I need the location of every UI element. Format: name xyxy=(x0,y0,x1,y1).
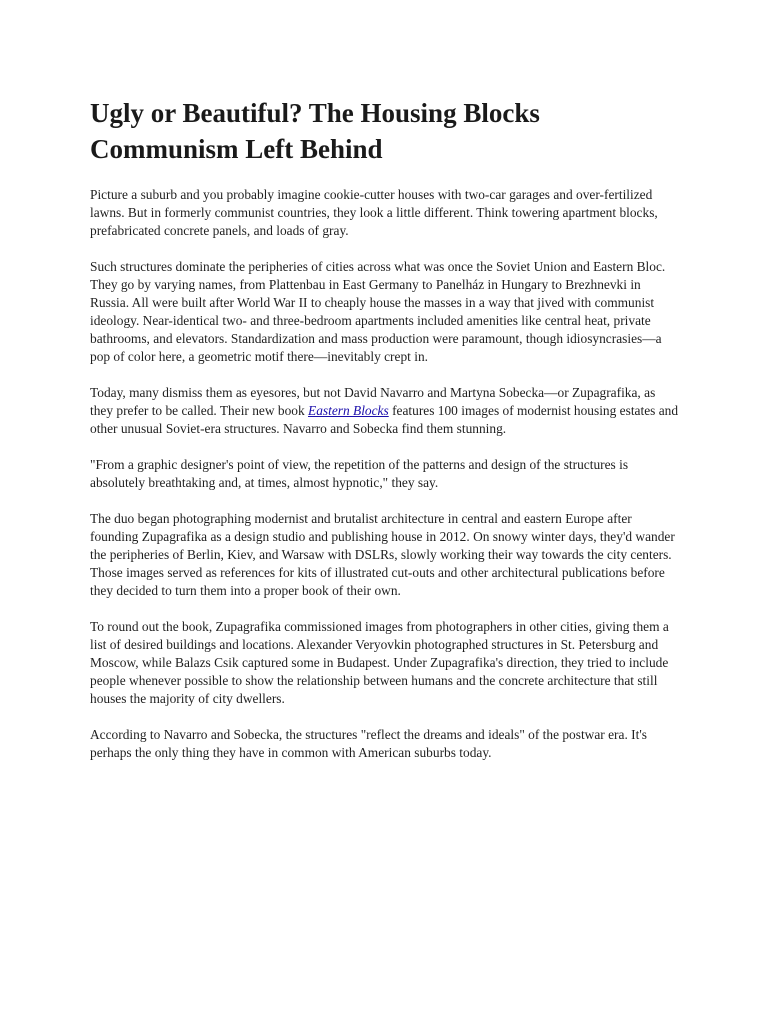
paragraph-3-text-after: features 100 images of modernist housing estates and other unusual Soviet-era structures. Navarro and Sobecka find them stunning. xyxy=(90,403,679,436)
paragraph-7: According to Navarro and Sobecka, the structures "reflect the dreams and ideals" of the postwar era. It's perhaps the only thing they have in common with American suburbs today. xyxy=(90,727,647,760)
paragraph-6: To round out the book, Zupagrafika commissioned images from photographers in other cities, giving them a list of desired buildings and locations. Alexander Veryovkin photographed structures in St. Petersburg and Moscow, while Balazs Csik captured some in Budapest. Under Zupagrafika's direction, they tried to include people whenever possible to show the relationship between humans and the concrete architecture that still houses the majority of city dwellers. xyxy=(90,619,669,706)
paragraph-1: Picture a suburb and you probably imagine cookie-cutter houses with two-car garages and over-fertilized lawns. But in formerly communist countries, they look a little different. Think towering apartment blocks, prefabricated concrete panels, and loads of gray. xyxy=(90,187,658,238)
article xyxy=(90,95,680,780)
paragraph-2: Such structures dominate the peripheries of cities across what was once the Soviet Union and Eastern Bloc. They go by varying names, from Plattenbau in East Germany to Panelház in Hungary to Brezhnevki in Russia. All were built after World War II to cheaply house the masses in a way that jived with communist ideology. Near-identical two- and three-bedroom apartments included amenities like central heat, private bathrooms, and elevators. Standardization and mass production were paramount, though idiosyncrasies—a pop of color here, a geometric motif there—inevitably crept in. xyxy=(90,259,666,364)
paragraph-3 xyxy=(90,384,680,438)
paragraph-5: The duo began photographing modernist and brutalist architecture in central and eastern Europe after founding Zupagrafika as a design studio and publishing house in 2012. On snowy winter days, they'd wander the peripheries of Berlin, Kiev, and Warsaw with DSLRs, slowly working their way towards the city centers. Those images served as references for kits of illustrated cut-outs and other architectural publications before they decided to turn them into a proper book of their own. xyxy=(90,511,675,598)
paragraph-3-text-before: Today, many dismiss them as eyesores, but not David Navarro and Martyna Sobecka—or Zupagrafika, as they prefer to be called. Their new book xyxy=(90,385,656,418)
eastern-blocks-link[interactable]: Eastern Blocks xyxy=(308,403,389,418)
paragraph-4: "From a graphic designer's point of view, the repetition of the patterns and design of the structures is absolutely breathtaking and, at times, almost hypnotic," they say. xyxy=(90,457,629,490)
article-title: Ugly or Beautiful? The Housing Blocks Communism Left Behind xyxy=(90,98,540,164)
